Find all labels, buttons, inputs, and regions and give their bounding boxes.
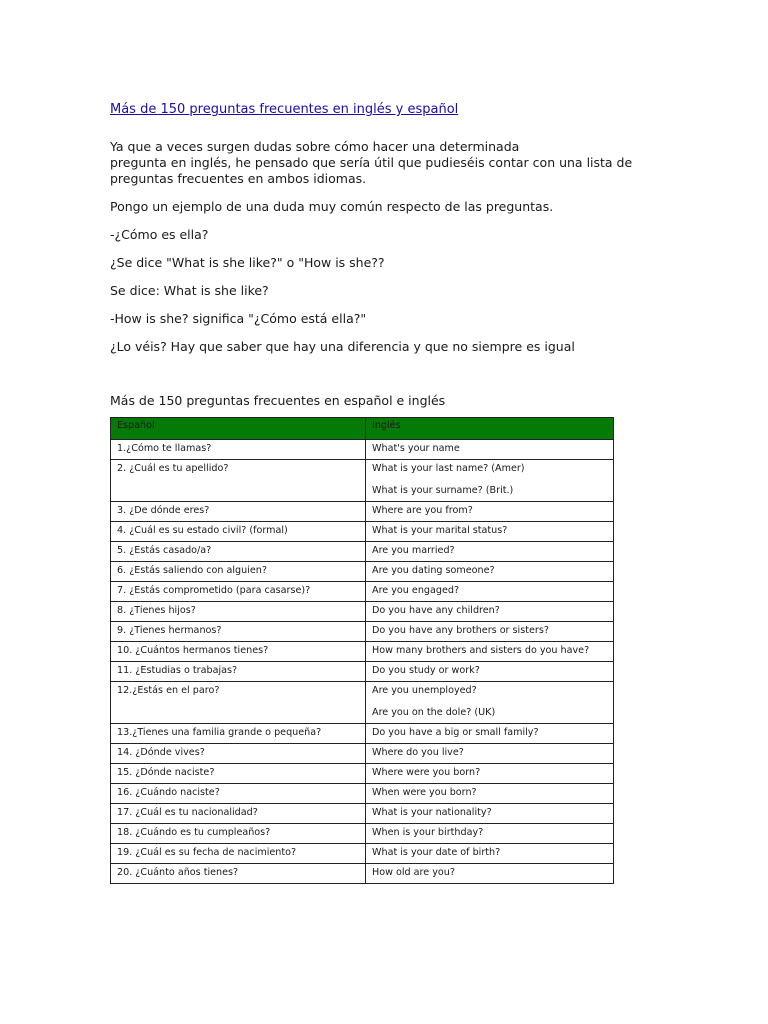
english-question-text: When is your birthday? <box>372 827 484 838</box>
spanish-question: 2. ¿Cuál es tu apellido? <box>111 460 366 502</box>
english-question-text: What is your marital status? <box>372 525 508 536</box>
table-row <box>111 824 614 844</box>
english-question <box>366 764 614 784</box>
table-body <box>111 440 614 884</box>
example-conclusion: ¿Lo véis? Hay que saber que hay una diferencia y que no siempre es igual <box>110 339 575 354</box>
english-question-text: Where were you born? <box>372 767 481 778</box>
english-question <box>366 824 614 844</box>
english-question-text: What is your last name? (Amer) <box>372 463 525 474</box>
english-question <box>366 642 614 662</box>
table-row <box>111 662 614 682</box>
english-question-text: Are you married? <box>372 545 455 556</box>
intro-line: preguntas frecuentes en ambos idiomas. <box>110 171 367 186</box>
english-question-text: When were you born? <box>372 787 477 798</box>
english-question <box>366 622 614 642</box>
table-row <box>111 844 614 864</box>
intro-line: Ya que a veces surgen dudas sobre cómo hacer una determinada <box>110 139 520 154</box>
spanish-question: 19. ¿Cuál es su fecha de nacimiento? <box>111 844 366 864</box>
example-answer: Se dice: What is she like? <box>110 283 269 298</box>
english-question-text: Where are you from? <box>372 505 473 516</box>
intro-paragraph <box>110 139 650 187</box>
english-question-text: Do you have any brothers or sisters? <box>372 625 549 636</box>
english-question <box>366 744 614 764</box>
english-question-text: What is your date of birth? <box>372 847 501 858</box>
spanish-question: 12.¿Estás en el paro? <box>111 682 366 724</box>
english-question-text: What is your nationality? <box>372 807 492 818</box>
table-row <box>111 562 614 582</box>
english-question <box>366 602 614 622</box>
document-page <box>110 98 650 884</box>
spanish-question: 6. ¿Estás saliendo con alguien? <box>111 562 366 582</box>
example-dilemma: ¿Se dice "What is she like?" o "How is she?? <box>110 255 385 270</box>
spanish-question: 7. ¿Estás comprometido (para casarse)? <box>111 582 366 602</box>
questions-table <box>110 417 614 884</box>
example-question: -¿Cómo es ella? <box>110 227 209 242</box>
table-row <box>111 642 614 662</box>
table-row <box>111 602 614 622</box>
example-paragraph: Pongo un ejemplo de una duda muy común respecto de las preguntas. <box>110 199 554 214</box>
spanish-question: 13.¿Tienes una familia grande o pequeña? <box>111 724 366 744</box>
table-row <box>111 440 614 460</box>
english-question-text: Are you dating someone? <box>372 565 495 576</box>
spanish-question: 16. ¿Cuándo naciste? <box>111 784 366 804</box>
spanish-question: 10. ¿Cuántos hermanos tienes? <box>111 642 366 662</box>
english-question <box>366 662 614 682</box>
spanish-question: 4. ¿Cuál es su estado civil? (formal) <box>111 522 366 542</box>
spanish-question: 17. ¿Cuál es tu nacionalidad? <box>111 804 366 824</box>
table-row <box>111 682 614 724</box>
english-question <box>366 542 614 562</box>
table-row <box>111 522 614 542</box>
spanish-question: 5. ¿Estás casado/a? <box>111 542 366 562</box>
spanish-question: 9. ¿Tienes hermanos? <box>111 622 366 642</box>
english-question-text: Do you study or work? <box>372 665 480 676</box>
table-row <box>111 460 614 502</box>
english-question-text: How many brothers and sisters do you have? <box>372 645 590 656</box>
table-row <box>111 724 614 744</box>
table-row <box>111 502 614 522</box>
english-question-text: How old are you? <box>372 867 455 878</box>
table-row <box>111 582 614 602</box>
spanish-question: 14. ¿Dónde vives? <box>111 744 366 764</box>
header-english: Inglés <box>366 418 614 440</box>
english-question <box>366 844 614 864</box>
spanish-question: 3. ¿De dónde eres? <box>111 502 366 522</box>
table-row <box>111 622 614 642</box>
english-question <box>366 440 614 460</box>
spanish-question: 15. ¿Dónde naciste? <box>111 764 366 784</box>
spanish-question: 8. ¿Tienes hijos? <box>111 602 366 622</box>
table-row <box>111 784 614 804</box>
english-question-text: Do you have a big or small family? <box>372 727 539 738</box>
table-row <box>111 804 614 824</box>
english-question <box>366 804 614 824</box>
english-question <box>366 724 614 744</box>
english-question <box>366 502 614 522</box>
title-link[interactable]: Más de 150 preguntas frecuentes en inglés y español <box>110 102 459 117</box>
table-row <box>111 864 614 884</box>
spanish-question: 20. ¿Cuánto años tienes? <box>111 864 366 884</box>
table-row <box>111 744 614 764</box>
english-question-text: Do you have any children? <box>372 605 500 616</box>
spanish-question: 18. ¿Cuándo es tu cumpleaños? <box>111 824 366 844</box>
english-question <box>366 864 614 884</box>
english-question-text: Are you on the dole? (UK) <box>372 707 496 718</box>
english-question <box>366 682 614 724</box>
english-question <box>366 582 614 602</box>
table-header-row <box>111 418 614 440</box>
english-question-text: What is your surname? (Brit.) <box>372 485 514 496</box>
english-question-text: Where do you live? <box>372 747 464 758</box>
english-question-text: Are you unemployed? <box>372 685 477 696</box>
english-question <box>366 562 614 582</box>
english-question-text: What's your name <box>372 443 460 454</box>
spanish-question: 1.¿Cómo te llamas? <box>111 440 366 460</box>
intro-line: pregunta en inglés, he pensado que sería útil que pudieséis contar con una lista de <box>110 155 633 170</box>
english-question <box>366 784 614 804</box>
table-row <box>111 542 614 562</box>
english-question <box>366 460 614 502</box>
header-spanish: Español <box>111 418 366 440</box>
spanish-question: 11. ¿Estudias o trabajas? <box>111 662 366 682</box>
english-question-text: Are you engaged? <box>372 585 460 596</box>
table-title: Más de 150 preguntas frecuentes en español e inglés <box>110 393 446 408</box>
table-row <box>111 764 614 784</box>
example-meaning: -How is she? significa "¿Cómo está ella?" <box>110 311 367 326</box>
english-question <box>366 522 614 542</box>
